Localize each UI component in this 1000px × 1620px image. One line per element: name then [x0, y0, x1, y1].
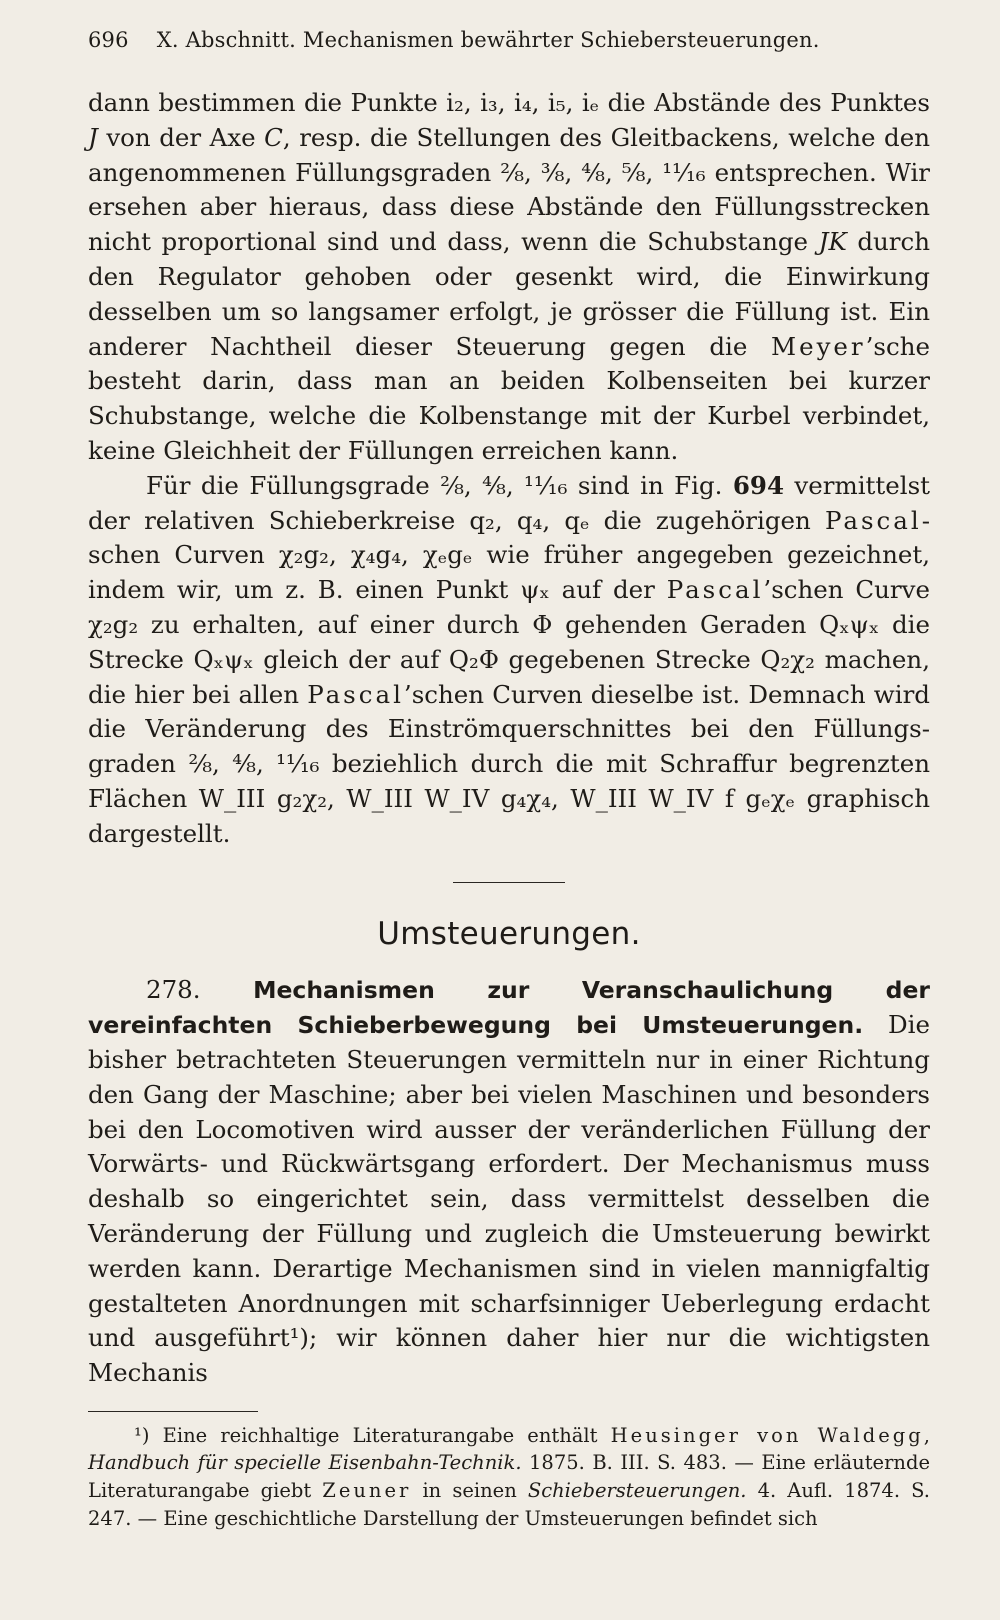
paragraph-278 [88, 973, 930, 1391]
footnote-1 [88, 1422, 930, 1532]
text-run: dann bestimmen die Punkte i₂, i₃, i₄, i₅, iₑ die Abstände des Punktes [88, 88, 930, 117]
text-run: schen Curven χ₂g₂, χ₄g₄, χₑgₑ wie früher angegeben gezeichnet, indem wir, um z. B. einen Punkt ψₓ auf der [88, 505, 930, 605]
spaced-name: Pascal [307, 679, 404, 709]
spaced-name: Meyer [770, 331, 866, 361]
text-run: vermittelst der relativen Schieberkreise q₂, q₄, qₑ die zugehörigen [88, 470, 930, 535]
text-run: , [923, 1423, 930, 1447]
figure-number: 694 [732, 470, 785, 500]
text-run: von der Axe [97, 122, 265, 152]
text-run: ’sche besteht darin, dass man an beiden Kolbenseiten bei kurzer Schubstange, welche die Kolbenstange mit der Kurbel verbindet, keine Gleichheit der Füllungen erreichen kann. [88, 331, 930, 465]
text-run: , resp. die Stellungen des Gleitbackens, welche den angenommenen Füllungsgraden ²⁄₈, ³⁄₈, ⁴⁄₈, ⁵⁄₈, ¹¹⁄₁₆ entsprechen. Wir ersehen aber hieraus, dass diese Abstände den Füllungsstrecken nicht proportional sind und dass, wenn die Schubstange [88, 122, 930, 257]
text-run: Die bisher betrachteten Steuerungen vermitteln nur in einer Richtung den Gang der Maschine; aber bei vielen Maschinen und besonders bei den Locomotiven wird ausser der veränderlichen Füllung der Vorwärts- und Rückwärtsgang erfordert. Der Mechanismus muss deshalb so eingerichtet sein, dass vermittelst desselben die Veränderung der Füllung und zugleich die Umsteuerung bewirkt werden kann. Derartige Mechanismen sind in vielen mannigfaltig gestalteten Anordnungen mit scharfsinniger Ueberlegung erdacht und ausgeführt¹); wir können daher hier nur die wichtigsten Mechanis [88, 1010, 930, 1388]
paragraph-heading: Mechanismen zur Veranschaulichung der vereinfachten Schieberbewegung bei Umsteuerungen. [88, 976, 930, 1040]
footnote-divider [88, 1411, 258, 1412]
italic-run: J [88, 122, 98, 152]
italic-run: Handbuch für specielle Eisenbahn-Technik. [88, 1451, 522, 1475]
text-run: 4. Aufl. 1874. S. 247. — Eine geschichtliche Darstellung der Umsteuerungen befindet sich [88, 1479, 930, 1530]
spaced-name: Zeuner [322, 1479, 412, 1503]
page-number: 696 [88, 28, 129, 52]
paragraph-number: 278. [146, 975, 201, 1005]
spaced-name: Heusinger von Waldegg [610, 1423, 924, 1447]
text-run: 1875. B. III. S. 483. — Eine erläuternde Literaturangabe giebt [88, 1451, 930, 1503]
text-run: ¹) Eine reichhaltige Literaturangabe enthält [134, 1423, 611, 1447]
paragraph-2 [88, 469, 930, 852]
paragraph-1 [88, 86, 930, 469]
text-run: ’schen Curve χ₂g₂ zu erhalten, auf einer durch Φ gehenden Geraden Qₓψₓ die Strecke Qₓψₓ gleich der auf Q₂Φ gegebenen Strecke Q₂χ₂ machen, die hier bei allen [88, 575, 930, 709]
running-header [88, 28, 930, 52]
section-title: Umsteuerungen. [377, 915, 641, 952]
main-text [88, 86, 930, 1391]
text-run: Für die Füllungsgrade ²⁄₈, ⁴⁄₈, ¹¹⁄₁₆ sind in Fig. [146, 470, 733, 500]
italic-run: C [264, 122, 283, 152]
spaced-name: Pascal [824, 505, 922, 535]
section-divider [453, 882, 565, 883]
spaced-name: Pascal [666, 575, 764, 605]
footnote [88, 1422, 930, 1532]
running-title: X. Abschnitt. Mechanismen bewährter Schiebersteuerungen. [156, 28, 820, 52]
italic-run: Schiebersteuerungen. [527, 1479, 747, 1503]
text-run: durch den Regulator gehoben oder gesenkt wird, die Einwirkung desselben um so langsamer erfolgt, je grösser die Füllung ist. Ein anderer Nachtheil dieser Steuerung gegen die [88, 227, 930, 361]
italic-run: JK [818, 227, 847, 257]
text-run: in seinen [411, 1479, 528, 1503]
text-run: ’schen Curven dieselbe ist. Demnach wird die Veränderung des Einströmquerschnittes bei den Füllungsgraden ²⁄₈, ⁴⁄₈, ¹¹⁄₁₆ beziehlich durch die mit Schraffur begrenzten Flächen W_III g₂χ₂, W_III W_IV g₄χ₄, W_III W_IV f gₑχₑ graphisch dargestellt. [88, 679, 930, 848]
